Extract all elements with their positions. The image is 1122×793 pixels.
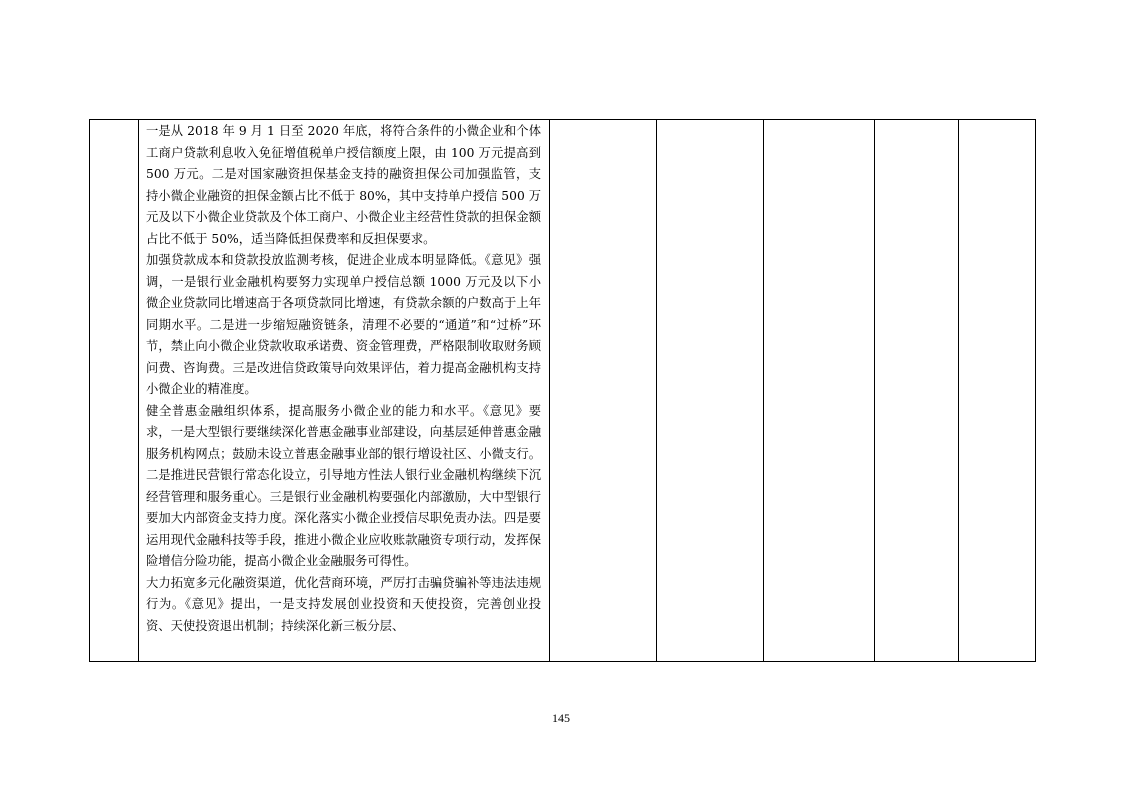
- table-row: [90, 120, 1036, 662]
- paragraph: 加强贷款成本和贷款投放监测考核，促进企业成本明显降低。《意见》强调，一是银行业金融机构要努力实现单户授信总额 1000 万元及以下小微企业贷款同比增速高于各项贷款同比增速，有贷款余额的户数高于上年同期水平。二是进一步缩短融资链条，清理不必要的“通道”和“过桥”环节，禁止向小微企业贷款收取承诺费、资金管理费，严格限制收取财务顾问费、咨询费。三是改进信贷政策导向效果评估，着力提高金融机构支持小微企业的精准度。: [146, 253, 541, 396]
- paragraph: 大力拓宽多元化融资渠道，优化营商环境，严厉打击骗贷骗补等违法违规行为。《意见》提出，一是支持发展创业投资和天使投资，完善创业投资、天使投资退出机制；持续深化新三板分层、: [146, 575, 541, 633]
- empty-cell: [959, 120, 1036, 662]
- empty-cell: [550, 120, 657, 662]
- paragraph: 健全普惠金融组织体系，提高服务小微企业的能力和水平。《意见》要求，一是大型银行要继续深化普惠金融事业部建设，向基层延伸普惠金融服务机构网点；鼓励未设立普惠金融事业部的银行增设社区、小微支行。二是推进民营银行常态化设立，引导地方性法人银行业金融机构继续下沉经营管理和服务重心。三是银行业金融机构要强化内部激励，大中型银行要加大内部资金支持力度。深化落实小微企业授信尽职免责办法。四是要运用现代金融科技等手段，推进小微企业应收账款融资专项行动，发挥保险增信分险功能，提高小微企业金融服务可得性。: [146, 403, 541, 568]
- paragraph: 一是从 2018 年 9 月 1 日至 2020 年底，将符合条件的小微企业和个体工商户贷款利息收入免征增值税单户授信额度上限，由 100 万元提高到 500 万元。二是对国家融资担保基金支持的融资担保公司加强监管，支持小微企业融资的担保金额占比不低于 80%，其中支持单户授信 500 万元及以下小微企业贷款及个体工商户、小微企业主经营性贷款的担保金额占比不低于 50%，适当降低担保费率和反担保要求。: [146, 124, 541, 246]
- empty-cell: [764, 120, 875, 662]
- index-cell: [90, 120, 139, 662]
- policy-table: [89, 119, 1036, 662]
- page-number: 145: [552, 711, 570, 725]
- empty-cell: [875, 120, 959, 662]
- content-cell: [139, 120, 550, 662]
- empty-cell: [657, 120, 764, 662]
